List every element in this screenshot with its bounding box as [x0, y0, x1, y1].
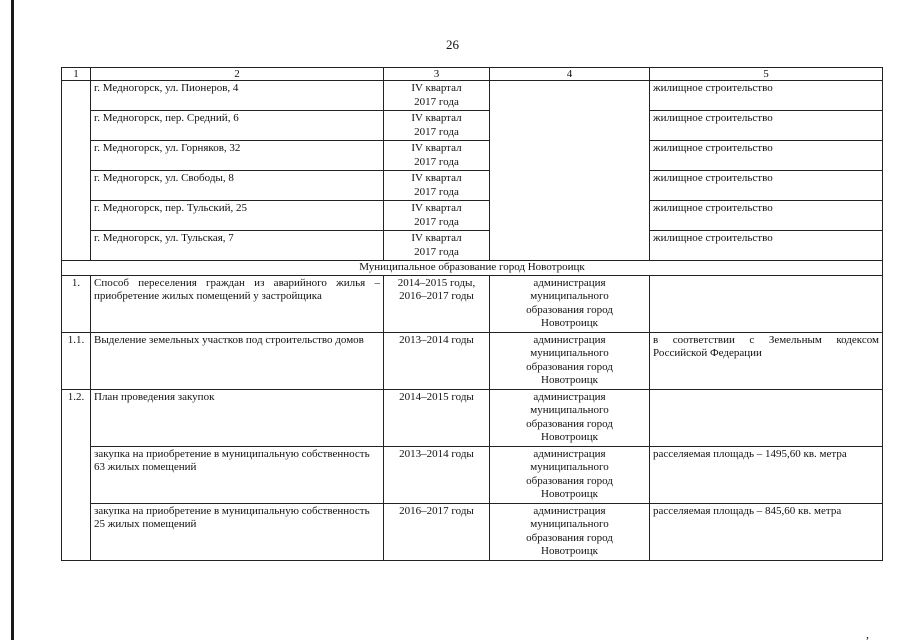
- measure-text: закупка на приобретение в муниципальную собственность 25 жилых помещений: [91, 503, 384, 560]
- address-cell: г. Медногорск, ул. Тульская, 7: [91, 231, 384, 261]
- program-table: [61, 67, 883, 561]
- merged-responsible-cell: [490, 81, 650, 261]
- merged-number-cell: [62, 81, 91, 261]
- header-cell: 1: [62, 68, 91, 81]
- period-cell: 2013–2014 годы: [384, 332, 490, 389]
- note-cell: жилищное строительство: [650, 171, 883, 201]
- margin-mark: ,: [866, 627, 869, 641]
- responsible-cell: администрация муниципального образования город Новотроицк: [490, 275, 650, 332]
- row-number: 1.1.: [62, 332, 91, 389]
- period-cell: 2013–2014 годы: [384, 446, 490, 503]
- header-cell: 5: [650, 68, 883, 81]
- header-cell: 4: [490, 68, 650, 81]
- address-cell: г. Медногорск, ул. Горняков, 32: [91, 141, 384, 171]
- period-cell: IV квартал 2017 года: [384, 171, 490, 201]
- table-row: [62, 141, 883, 171]
- period-cell: IV квартал 2017 года: [384, 141, 490, 171]
- table-row: [62, 171, 883, 201]
- measure-text: закупка на приобретение в муниципальную собственность 63 жилых помещений: [91, 446, 384, 503]
- period-cell: 2016–2017 годы: [384, 503, 490, 560]
- table-row: [62, 111, 883, 141]
- table-row: [62, 446, 883, 503]
- note-cell: расселяемая площадь – 1495,60 кв. метра: [650, 446, 883, 503]
- address-cell: г. Медногорск, пер. Средний, 6: [91, 111, 384, 141]
- table-header-row: [62, 68, 883, 81]
- address-cell: г. Медногорск, пер. Тульский, 25: [91, 201, 384, 231]
- note-cell: жилищное строительство: [650, 81, 883, 111]
- period-cell: 2014–2015 годы: [384, 389, 490, 446]
- period-cell: IV квартал 2017 года: [384, 201, 490, 231]
- header-cell: 2: [91, 68, 384, 81]
- table-row: [62, 275, 883, 332]
- measure-text: Способ переселения граждан из аварийного жилья – приобретение жилых помещений у застройщика: [91, 275, 384, 332]
- table-row: [62, 201, 883, 231]
- period-cell: IV квартал 2017 года: [384, 231, 490, 261]
- header-cell: 3: [384, 68, 490, 81]
- address-cell: г. Медногорск, ул. Свободы, 8: [91, 171, 384, 201]
- row-number: 1.2.: [62, 389, 91, 560]
- note-cell: жилищное строительство: [650, 231, 883, 261]
- measure-text: Выделение земельных участков под строительство домов: [91, 332, 384, 389]
- row-number: 1.: [62, 275, 91, 332]
- period-cell: IV квартал 2017 года: [384, 81, 490, 111]
- period-cell: 2014–2015 годы, 2016–2017 годы: [384, 275, 490, 332]
- note-cell: в соответствии с Земельным кодексом Российской Федерации: [650, 332, 883, 389]
- address-cell: г. Медногорск, ул. Пионеров, 4: [91, 81, 384, 111]
- table-row: [62, 81, 883, 111]
- note-cell: расселяемая площадь – 845,60 кв. метра: [650, 503, 883, 560]
- note-cell: [650, 389, 883, 446]
- responsible-cell: администрация муниципального образования город Новотроицк: [490, 332, 650, 389]
- page-number: 26: [446, 37, 459, 52]
- note-cell: жилищное строительство: [650, 111, 883, 141]
- section-title: Муниципальное образование город Новотроицк: [62, 261, 883, 276]
- note-cell: жилищное строительство: [650, 141, 883, 171]
- table-row: [62, 389, 883, 446]
- table-row: [62, 231, 883, 261]
- note-cell: жилищное строительство: [650, 201, 883, 231]
- table-row: [62, 503, 883, 560]
- measure-text: План проведения закупок: [91, 389, 384, 446]
- table-row: [62, 332, 883, 389]
- responsible-cell: администрация муниципального образования город Новотроицк: [490, 446, 650, 503]
- responsible-cell: администрация муниципального образования город Новотроицк: [490, 389, 650, 446]
- section-row: [62, 261, 883, 276]
- note-cell: [650, 275, 883, 332]
- period-cell: IV квартал 2017 года: [384, 111, 490, 141]
- scan-edge-line: [11, 0, 14, 640]
- responsible-cell: администрация муниципального образования город Новотроицк: [490, 503, 650, 560]
